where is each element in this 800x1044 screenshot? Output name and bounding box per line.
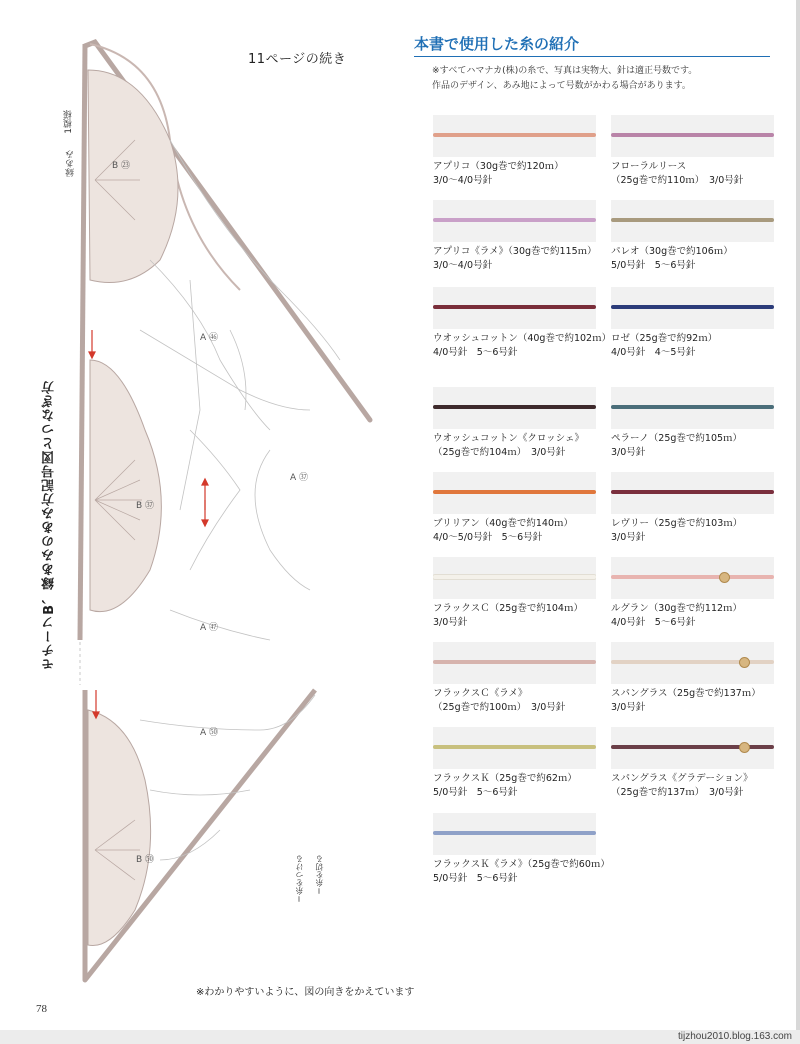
yarn-card xyxy=(433,287,618,360)
yarn-label xyxy=(611,160,796,188)
motif-label: B ㊲ xyxy=(136,501,155,511)
repeat-label: 1模様 xyxy=(64,110,74,134)
yarn-needle: 5/0号針 5～6号針 xyxy=(433,873,518,884)
watermark: tijzhou2010.blog.163.com xyxy=(678,1031,792,1042)
page-edge xyxy=(796,0,800,1030)
yarn-swatch xyxy=(433,813,596,855)
yarn-label xyxy=(611,332,796,360)
yarn-swatch xyxy=(433,200,596,242)
yarn-name: スパングラス（25g巻で約137ｍ） xyxy=(611,688,761,699)
diagram-graphic xyxy=(40,30,380,990)
yarn-needle: （25g巻で約100ｍ） 3/0号針 xyxy=(433,702,566,713)
legend-attach: ＝糸をつける xyxy=(295,855,304,903)
yarn-strand xyxy=(611,490,774,494)
motif-label: A ㊼ xyxy=(200,623,219,633)
yarn-strand xyxy=(611,133,774,137)
yarn-strand xyxy=(433,660,596,664)
yarn-card xyxy=(611,727,796,800)
continuation-title: 11ページの続き xyxy=(248,52,347,67)
yarn-card xyxy=(433,642,618,715)
sequin-bead xyxy=(739,657,750,668)
yarn-needle: 5/0号針 5～6号針 xyxy=(433,787,518,798)
yarn-name: ウオッシュコットン《クロッシェ》 xyxy=(433,433,584,444)
yarn-name: ブリリアン（40g巻で約140ｍ） xyxy=(433,518,573,529)
yarn-label xyxy=(611,432,796,460)
motif-label: A ㊲ xyxy=(290,473,309,483)
yarn-card xyxy=(611,287,796,360)
yarn-label xyxy=(433,517,618,545)
yarn-needle: 4/0号針 5～6号針 xyxy=(433,347,518,358)
yarn-strand xyxy=(433,490,596,494)
yarn-needle: 3/0号針 xyxy=(611,532,646,543)
yarn-strand xyxy=(433,133,596,137)
page-number: 78 xyxy=(36,1003,47,1015)
yarn-strand xyxy=(611,575,774,579)
yarn-swatch xyxy=(433,472,596,514)
yarn-card xyxy=(433,200,618,273)
motif-label: B ㊿ xyxy=(136,855,155,865)
yarn-name: ウオッシュコットン（40g巻で約102ｍ） xyxy=(433,333,612,344)
yarn-label xyxy=(433,687,618,715)
yarn-needle: 3/0号針 xyxy=(433,617,468,628)
yarn-strand xyxy=(611,405,774,409)
yarn-swatch xyxy=(433,557,596,599)
yarn-label xyxy=(433,160,618,188)
yarn-needle: 4/0～5/0号針 5～6号針 xyxy=(433,532,543,543)
sequin-bead xyxy=(739,742,750,753)
note-line: 作品のデザイン、あみ地によって号数がかわる場合があります。 xyxy=(432,81,691,91)
yarn-needle: （25g巻で約110ｍ） 3/0号針 xyxy=(611,175,744,186)
yarn-swatch xyxy=(611,200,774,242)
yarn-needle: （25g巻で約104ｍ） 3/0号針 xyxy=(433,447,566,458)
yarn-card xyxy=(611,472,796,545)
yarn-needle: 3/0～4/0号針 xyxy=(433,175,493,186)
yarn-swatch xyxy=(611,115,774,157)
yarn-name: レヴリー（25g巻で約103ｍ） xyxy=(611,518,743,529)
motif-label: B ㉓ xyxy=(112,161,131,171)
yarn-name: ペラーノ（25g巻で約105ｍ） xyxy=(611,433,743,444)
yarn-name: フラックスＫ《ラメ》（25g巻で約60ｍ） xyxy=(433,859,610,870)
yarn-needle: 4/0号針 4～5号針 xyxy=(611,347,696,358)
yarn-name: フラックスＫ（25g巻で約62ｍ） xyxy=(433,773,577,784)
symbol-legend xyxy=(292,855,332,925)
yarn-strand xyxy=(433,745,596,749)
yarn-strand xyxy=(433,575,596,579)
yarn-strand xyxy=(433,405,596,409)
yarn-card xyxy=(433,472,618,545)
yarn-swatch xyxy=(433,727,596,769)
yarn-card xyxy=(433,557,618,630)
yarn-strand xyxy=(611,218,774,222)
yarn-name: パレオ（30g巻で約106ｍ） xyxy=(611,246,733,257)
yarn-swatch xyxy=(433,115,596,157)
yarn-section-title: 本書で使用した糸の紹介 xyxy=(414,35,580,53)
yarn-card xyxy=(611,642,796,715)
left-edge-trim xyxy=(80,44,85,640)
yarn-swatch xyxy=(611,287,774,329)
edging-label: 縁あみ xyxy=(66,150,76,177)
sequin-bead xyxy=(719,572,730,583)
yarn-needle: 3/0～4/0号針 xyxy=(433,260,493,271)
yarn-label xyxy=(433,432,618,460)
yarn-label xyxy=(611,687,796,715)
yarn-card xyxy=(611,387,796,460)
yarn-name: フラックスＣ（25g巻で約104ｍ） xyxy=(433,603,583,614)
yarn-label xyxy=(611,245,796,273)
yarn-needle: 3/0号針 xyxy=(611,447,646,458)
yarn-swatch xyxy=(611,557,774,599)
yarn-name: アプリコ《ラメ》（30g巻で約115ｍ） xyxy=(433,246,597,257)
yarn-name: ロゼ（25g巻で約92ｍ） xyxy=(611,333,718,344)
yarn-swatch xyxy=(611,472,774,514)
yarn-label xyxy=(433,858,618,886)
yarn-label xyxy=(433,602,618,630)
note-line: ※すべてハマナカ(株)の糸で、写真は実物大、針は適正号数です。 xyxy=(432,66,698,76)
yarn-label xyxy=(433,772,618,800)
yarn-strand xyxy=(433,305,596,309)
yarn-label xyxy=(433,245,618,273)
yarn-name: アプリコ（30g巻で約120ｍ） xyxy=(433,161,564,172)
legend-cut: ＝糸を切る xyxy=(315,855,324,895)
yarn-name: フローラルリース xyxy=(611,161,687,172)
yarn-strand xyxy=(433,831,596,835)
yarn-needle: 5/0号針 5～6号針 xyxy=(611,260,696,271)
yarn-card xyxy=(611,200,796,273)
yarn-swatch xyxy=(433,287,596,329)
yarn-name: ルグラン（30g巻で約112ｍ） xyxy=(611,603,743,614)
yarn-label xyxy=(611,772,796,800)
yarn-notes xyxy=(432,64,772,94)
yarn-needle: 3/0号針 xyxy=(611,702,646,713)
yarn-swatch xyxy=(611,642,774,684)
yarn-card xyxy=(433,813,618,886)
yarn-label xyxy=(611,602,796,630)
motif-label: A ㊿ xyxy=(200,728,219,738)
yarn-needle: 4/0号針 5～6号針 xyxy=(611,617,696,628)
yarn-label xyxy=(611,517,796,545)
yarn-card xyxy=(611,557,796,630)
yarn-card xyxy=(433,727,618,800)
yarn-card xyxy=(433,115,618,188)
yarn-swatch xyxy=(611,387,774,429)
yarn-swatch xyxy=(433,387,596,429)
yarn-needle: （25g巻で約137ｍ） 3/0号針 xyxy=(611,787,744,798)
motif-label: A ㊻ xyxy=(200,333,219,343)
diagram-vertical-caption: モチーフB、縁あみのあみ方記号図とつなぎ方 xyxy=(42,380,57,671)
title-underline xyxy=(414,56,770,57)
yarn-card xyxy=(611,115,796,188)
orientation-note: ※わかりやすいように、図の向きをかえています xyxy=(196,987,415,998)
yarn-strand xyxy=(433,218,596,222)
yarn-name: フラックスＣ《ラメ》 xyxy=(433,688,528,699)
crochet-diagram xyxy=(40,30,380,990)
yarn-swatch xyxy=(611,727,774,769)
yarn-swatch xyxy=(433,642,596,684)
yarn-strand xyxy=(611,305,774,309)
yarn-name: スパングラス《グラデーション》 xyxy=(611,773,753,784)
yarn-label xyxy=(433,332,618,360)
yarn-card xyxy=(433,387,618,460)
